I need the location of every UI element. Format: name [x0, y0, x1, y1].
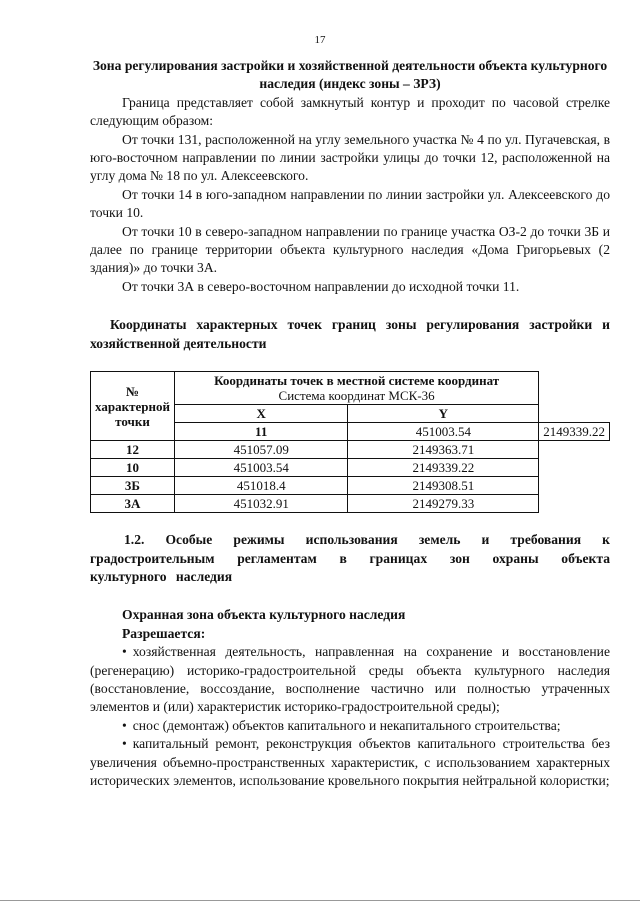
bullet-icon: • — [122, 736, 127, 752]
bullet-text: хозяйственная деятельность, направленная на сохранение и восстановление (регенерацию) историко-градостроительной среды объекта культурного наследия (восстановление, воссоздание, восполнение частично или полностью утраченных элементов и (или) характеристик историко-градостроительной среды); — [90, 644, 610, 715]
x-value-cell: 451018.4 — [174, 477, 347, 495]
table-row — [91, 477, 610, 495]
x-column-header: X — [174, 405, 347, 423]
bullet-item — [90, 643, 610, 717]
page-bottom-edge — [0, 900, 640, 901]
zone-heading: Зона регулирования застройки и хозяйственной деятельности объекта культурного наследия (индекс зоны – ЗРЗ) — [92, 58, 608, 92]
table-row — [91, 495, 610, 513]
bullet-item — [90, 735, 610, 790]
table-row — [91, 459, 610, 477]
section-heading: 1.2. Особые режимы использования земель и требования к градостроительным регламентам в границах зон охраны объекта культурного наследия — [90, 532, 610, 584]
bullet-text: снос (демонтаж) объектов капитального и некапитального строительства; — [132, 717, 561, 733]
protection-zone-title: Охранная зона объекта культурного наследия — [122, 607, 406, 623]
y-value-cell: 2149363.71 — [348, 441, 539, 459]
page-number: 17 — [314, 34, 326, 46]
y-value-cell: 2149339.22 — [539, 423, 610, 441]
y-value-cell: 2149339.22 — [348, 459, 539, 477]
point-number-cell: 12 — [91, 441, 175, 459]
x-value-cell: 451003.54 — [174, 459, 347, 477]
bullet-icon: • — [122, 644, 127, 660]
point-number-cell: 3А — [91, 495, 175, 513]
x-value-cell: 451003.54 — [348, 423, 539, 441]
point-number-cell: 10 — [91, 459, 175, 477]
coords-system-name: Система координат МСК-36 — [278, 388, 435, 404]
paragraph-segment-3: От точки 10 в северо-западном направлении по границе участка ОЗ-2 до точки 3Б и далее по границе территории объекта культурного наследия «Дома Григорьевых (2 здания)» до точки 3А. — [90, 223, 610, 276]
coords-heading: Координаты характерных точек границ зоны регулирования застройки и хозяйственной деятельности — [90, 317, 610, 351]
paragraph-segment-1: От точки 131, расположенной на углу земельного участка № 4 по ул. Пугачевская, в юго-восточном направлении по линии застройки улицы до точки 12, расположенной на углу дома № 18 по ул. Алексеевского. — [90, 131, 610, 184]
bullet-item — [90, 717, 610, 735]
coordinates-table — [90, 371, 610, 513]
paragraph-intro: Граница представляет собой замкнутый контур и проходит по часовой стрелке следующим образом: — [90, 94, 610, 129]
document-body — [90, 57, 610, 790]
point-number-header: № характерной точки — [91, 372, 175, 441]
bullet-icon: • — [122, 717, 127, 733]
x-value-cell: 451057.09 — [174, 441, 347, 459]
point-number-cell: 3Б — [91, 477, 175, 495]
paragraph-segment-4: От точки 3А в северо-восточном направлении до исходной точки 11. — [122, 278, 520, 294]
x-value-cell: 451032.91 — [174, 495, 347, 513]
y-value-cell: 2149279.33 — [348, 495, 539, 513]
table-row — [91, 441, 610, 459]
y-value-cell: 2149308.51 — [348, 477, 539, 495]
point-number-cell: 11 — [174, 423, 347, 441]
coords-system-header — [174, 372, 538, 405]
table-header-row — [91, 372, 610, 405]
coords-header-title: Координаты точек в местной системе координат — [214, 373, 500, 389]
y-column-header: Y — [348, 405, 539, 423]
allowed-label: Разрешается: — [122, 625, 206, 641]
bullet-text: капитальный ремонт, реконструкция объектов капитального строительства без увеличения объемно-пространственных характеристик, с использованием характерных исторических элементов, использование кровельного покрытия нейтральной колористки; — [90, 736, 610, 788]
paragraph-segment-2: От точки 14 в юго-западном направлении по линии застройки ул. Алексеевского до точки 10. — [90, 186, 610, 221]
